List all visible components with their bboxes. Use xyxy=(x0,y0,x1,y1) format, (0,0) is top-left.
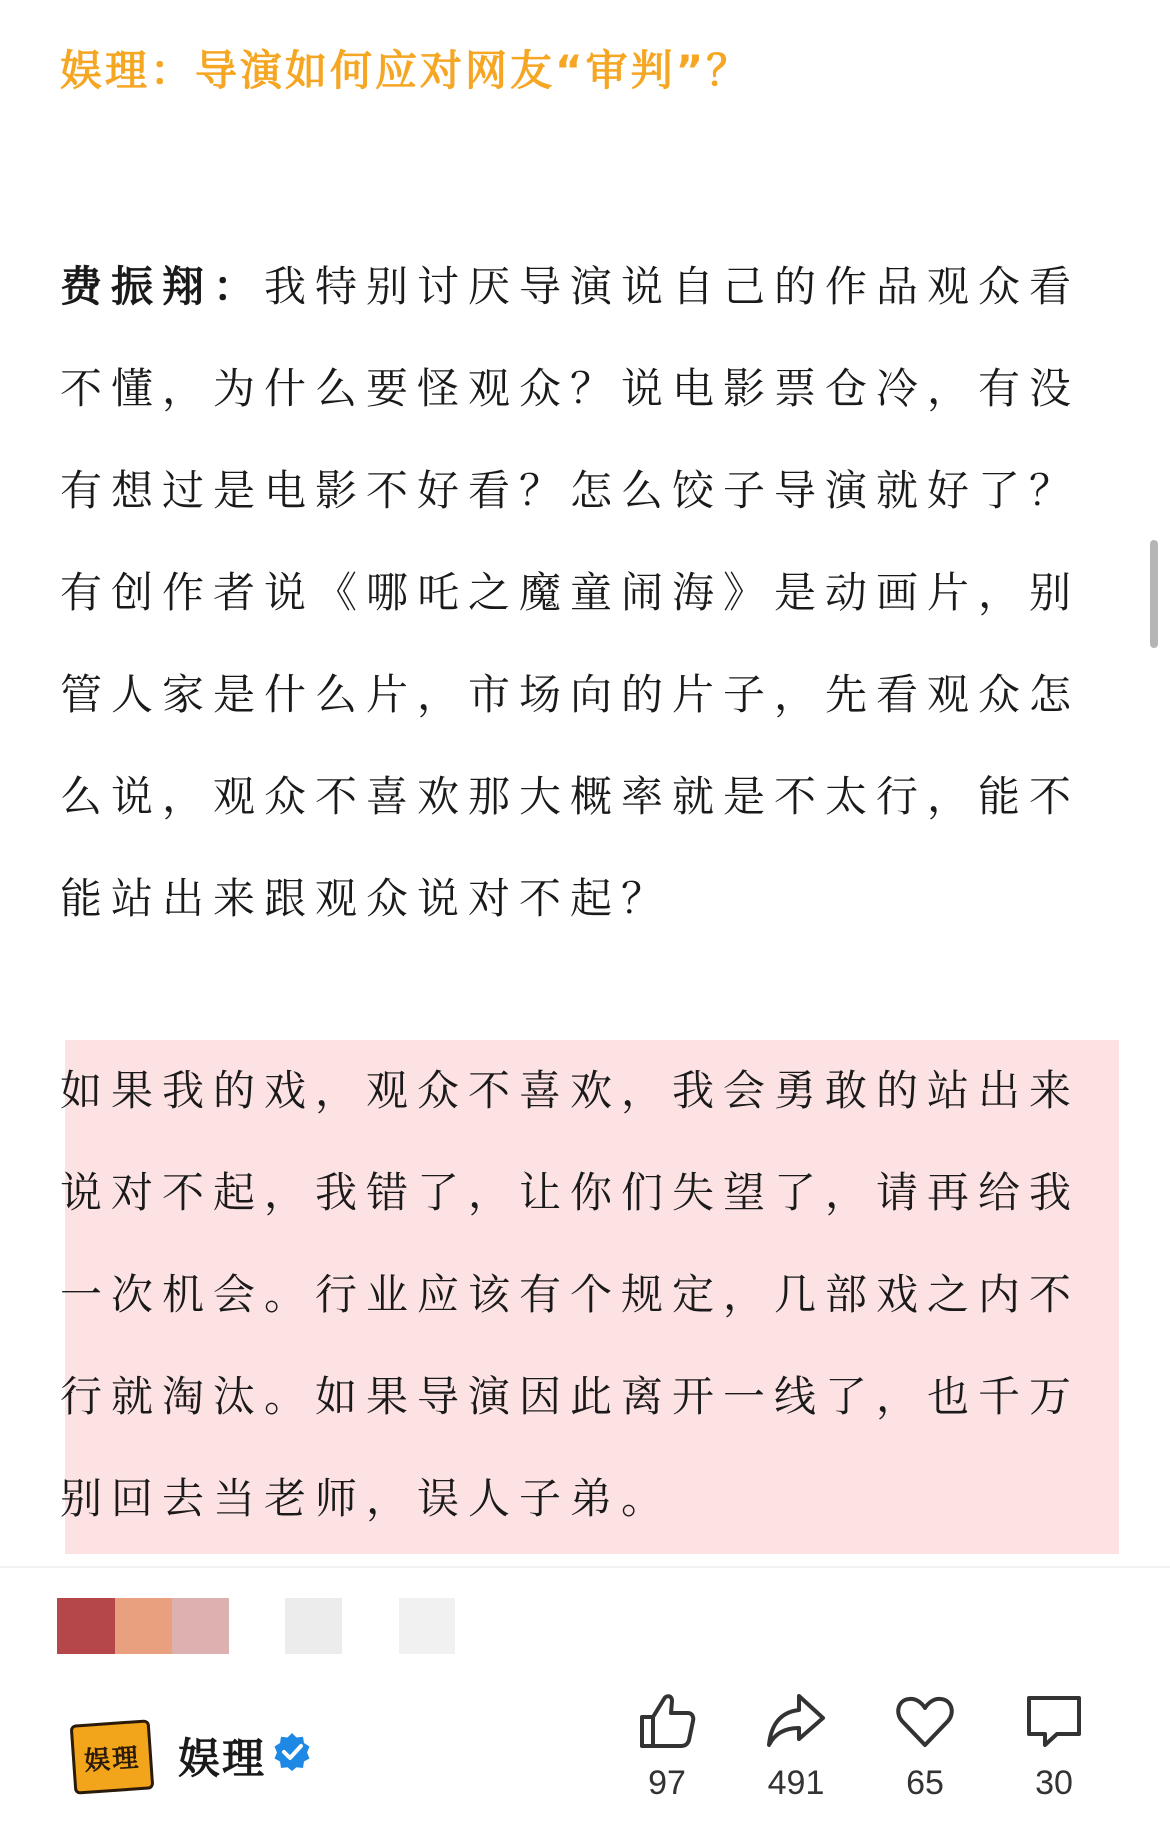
avatar-logo-text: 娱理 xyxy=(83,1742,142,1777)
like-count: 97 xyxy=(648,1764,686,1802)
author-name[interactable]: 娱理 xyxy=(178,1734,267,1783)
article-paragraph-1 xyxy=(60,236,1110,950)
color-swatch-5 xyxy=(399,1598,455,1654)
favorite-count: 65 xyxy=(906,1764,944,1802)
article-paragraph-2: 如果我的戏，观众不喜欢，我会勇敢的站出来说对不起，我错了，让你们失望了，请再给我一次机会。行业应该有个规定，几部戏之内不行就淘汰。如果导演因此离开一线了，也千万别回去当老师，误人子弟。 xyxy=(60,1066,1081,1523)
color-swatch-2 xyxy=(115,1598,172,1654)
comment-count: 30 xyxy=(1035,1764,1073,1802)
speaker-name: 费振翔： xyxy=(60,262,265,311)
paragraph-1-text: 我特别讨厌导演说自己的作品观众看不懂，为什么要怪观众？说电影票仓冷，有没有想过是电影不好看？怎么饺子导演就好了？有创作者说《哪吒之魔童闹海》是动画片，别管人家是什么片，市场向的片子，先看观众怎么说，观众不喜欢那大概率就是不太行，能不能站出来跟观众说对不起？ xyxy=(60,262,1081,923)
share-count: 491 xyxy=(767,1764,825,1802)
comment-button[interactable] xyxy=(1004,1690,1104,1803)
color-swatch-3 xyxy=(172,1598,229,1654)
verified-badge-icon xyxy=(272,1731,312,1771)
heart-icon xyxy=(894,1690,956,1752)
share-button[interactable] xyxy=(746,1690,846,1803)
like-button[interactable] xyxy=(617,1690,717,1803)
author-avatar[interactable] xyxy=(70,1719,155,1794)
divider xyxy=(0,1566,1170,1568)
scrollbar[interactable] xyxy=(1150,540,1158,648)
article-heading: 娱理：导演如何应对网友“审判”？ xyxy=(60,46,752,95)
color-swatch-1 xyxy=(57,1598,115,1654)
color-swatch-4 xyxy=(285,1598,342,1654)
favorite-button[interactable] xyxy=(875,1690,975,1803)
thumbs-up-icon xyxy=(636,1690,698,1752)
comment-icon xyxy=(1023,1690,1085,1752)
share-icon xyxy=(765,1690,827,1752)
